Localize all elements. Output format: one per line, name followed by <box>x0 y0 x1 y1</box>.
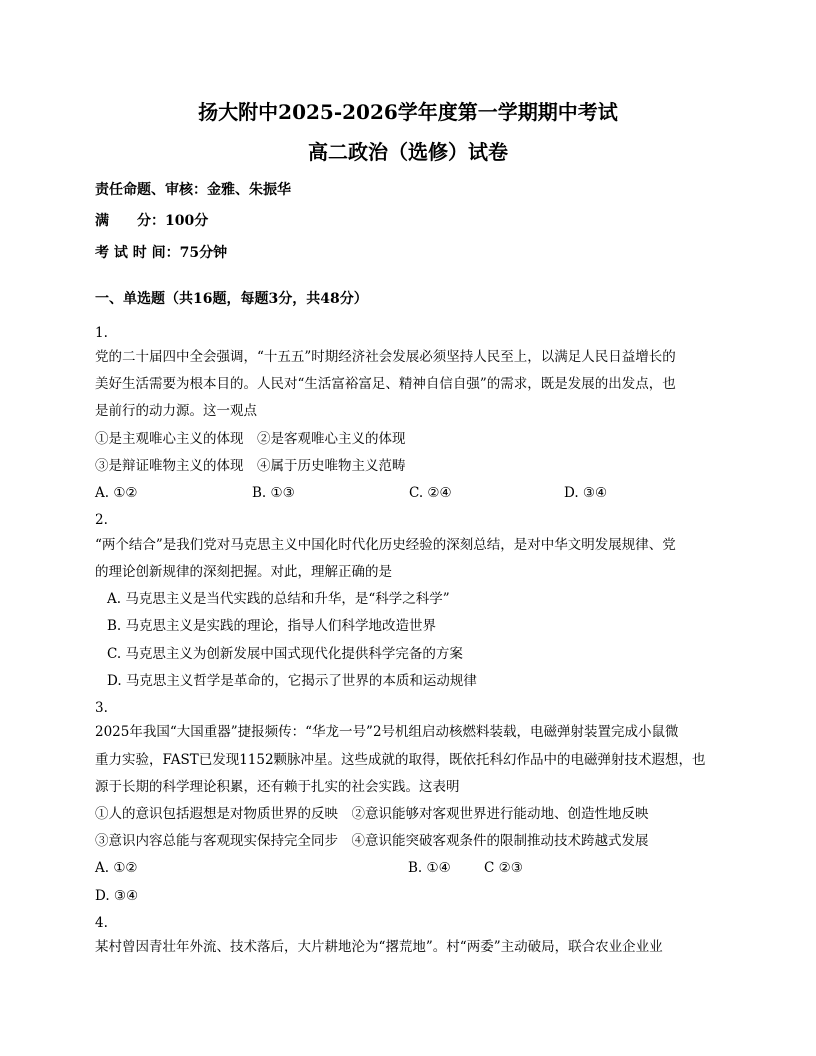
question-stem-line: 某村曾因青壮年外流、技术落后，大片耕地沦为“撂荒地”。村“两委”主动破局，联合农业企业业 <box>95 939 663 955</box>
option-c: C ②③ <box>484 860 523 876</box>
statement-line: ①人的意识包括遐想是对物质世界的反映 ②意识能够对客观世界进行能动地、创造性地反映 <box>95 806 649 822</box>
question-stem-line: 党的二十届四中全会强调，“十五五”时期经济社会发展必须坚持人民至上，以满足人民日益增长的 <box>95 349 676 365</box>
question-number: 2. <box>95 512 108 528</box>
question-number: 3. <box>95 700 108 716</box>
option-d: D. ③④ <box>95 888 139 904</box>
exam-subtitle: 高二政治（选修）试卷 <box>308 140 508 164</box>
question-number: 4. <box>95 915 108 931</box>
option-a: A. 马克思主义是当代实践的总结和升华，是“科学之科学” <box>107 591 450 607</box>
exam-title: 扬大附中2025-2026学年度第一学期期中考试 <box>198 100 618 124</box>
option-d: D. 马克思主义哲学是革命的，它揭示了世界的本质和运动规律 <box>107 673 477 689</box>
option-c: C. 马克思主义为创新发展中国式现代化提供科学完备的方案 <box>107 646 463 662</box>
score-line: 满 分：100分 <box>95 213 209 229</box>
question-stem-line: 重力实验，FAST已发现1152颗脉冲星。这些成就的取得，既依托科幻作品中的电磁弹射技术遐想，也 <box>95 752 706 768</box>
question-stem-line: 的理论创新规律的深刻把握。对此，理解正确的是 <box>95 564 392 580</box>
statement-line: ③是辩证唯物主义的体现 ④属于历史唯物主义范畴 <box>95 458 406 474</box>
option-d: D. ③④ <box>564 485 608 501</box>
author-line: 责任命题、审核：金雅、朱振华 <box>95 182 291 198</box>
option-b: B. 马克思主义是实践的理论，指导人们科学地改造世界 <box>107 618 437 634</box>
option-b: B. ①④ <box>408 860 451 876</box>
question-stem-line: “两个结合”是我们党对马克思主义中国化时代化历史经验的深刻总结，是对中华文明发展规律、党 <box>95 537 676 553</box>
statement-line: ①是主观唯心主义的体现 ②是客观唯心主义的体现 <box>95 431 406 447</box>
option-c: C. ②④ <box>409 485 452 501</box>
question-stem-line: 是前行的动力源。这一观点 <box>95 403 257 419</box>
option-a: A. ①② <box>95 860 138 876</box>
option-b: B. ①③ <box>252 485 295 501</box>
option-a: A. ①② <box>95 485 138 501</box>
section-title: 一、单选题（共16题，每题3分，共48分） <box>95 291 368 307</box>
statement-line: ③意识内容总能与客观现实保持完全同步 ④意识能突破客观条件的限制推动技术跨越式发展 <box>95 833 649 849</box>
question-stem-line: 源于长期的科学理论积累，还有赖于扎实的社会实践。这表明 <box>95 779 460 795</box>
question-stem-line: 美好生活需要为根本目的。人民对“生活富裕富足、精神自信自强”的需求，既是发展的出发点，也 <box>95 376 676 392</box>
question-stem-line: 2025年我国“大国重器”捷报频传：“华龙一号”2号机组启动核燃料装载，电磁弹射装置完成小鼠微 <box>95 724 679 740</box>
question-number: 1. <box>95 325 108 341</box>
time-line: 考 试 时 间：75分钟 <box>95 245 228 261</box>
